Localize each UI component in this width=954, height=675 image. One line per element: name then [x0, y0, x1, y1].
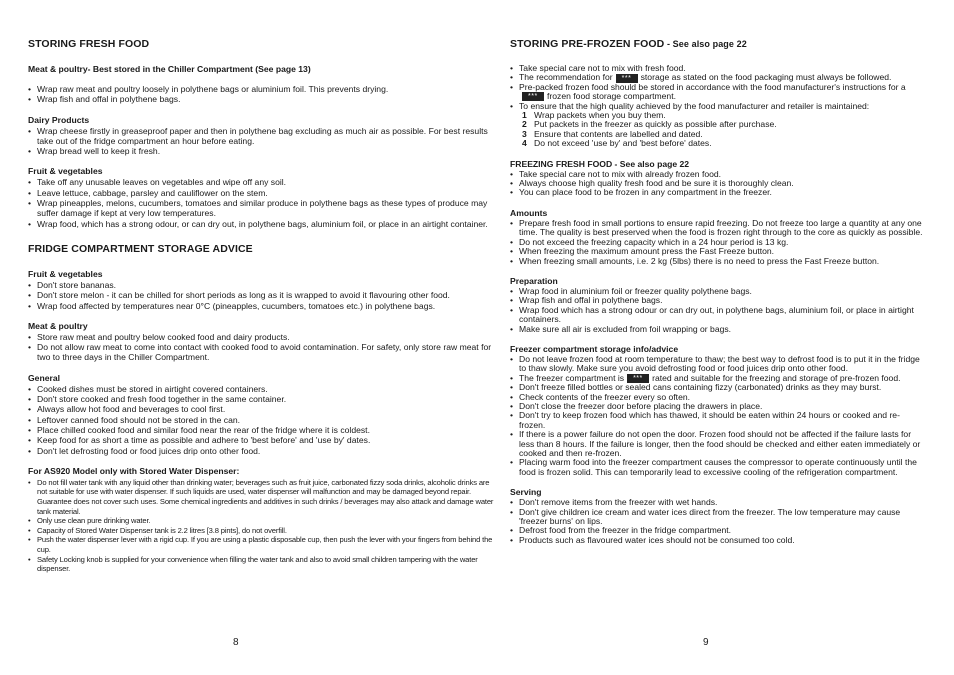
- dispenser-heading: For AS920 Model only with Stored Water Dispenser:: [28, 465, 240, 476]
- general-list: [28, 384, 495, 456]
- pre-frozen-title-sub: - See also page 22: [664, 39, 747, 49]
- pre-frozen-list: [510, 64, 924, 111]
- fruit-heading: Fruit & vegetables: [28, 166, 103, 177]
- section-title-pre-frozen: [510, 38, 924, 50]
- advice-fruit-heading: Fruit & vegetables: [28, 268, 103, 279]
- list-item: • Don't let defrosting food or food juices drip onto other food.: [28, 446, 495, 456]
- list-item: • You can place food to be frozen in any compartment in the freezer.: [510, 188, 924, 197]
- list-item: • Wrap fish and offal in polythene bags.: [28, 94, 495, 104]
- list-item: • The recommendation for*** storage as stated on the food packaging must always be followed.: [510, 73, 924, 82]
- list-item: • Take special care not to mix with fresh food.: [510, 64, 924, 73]
- list-item: • Always allow hot food and beverages to cool first.: [28, 404, 495, 414]
- list-item: • Don't store melon - it can be chilled for short periods as long as it is wrapped to avoid it flavouring other food.: [28, 290, 495, 300]
- list-item: • Prepare fresh food in small portions to ensure rapid freezing. Do not freeze too large a quantity at any one time. The quality is best preserved when the food is frozen right through to the core as quickly as possible.: [510, 219, 924, 238]
- list-item: • Make sure all air is excluded from foil wrapping or bags.: [510, 325, 924, 334]
- list-item: • Wrap fish and offal in polythene bags.: [510, 296, 924, 305]
- list-item: • Capacity of Stored Water Dispenser tank is 2.2 litres [3.8 pints], do not overfill.: [28, 526, 495, 536]
- steps-list: [510, 111, 924, 149]
- freezing-list: [510, 170, 924, 198]
- list-item: • Leave lettuce, cabbage, parsley and cauliflower on the stem.: [28, 188, 495, 198]
- list-item: • Don't store cooked and fresh food together in the same container.: [28, 394, 495, 404]
- right-page: [510, 38, 924, 545]
- meat-list: [28, 84, 495, 105]
- list-item: • Don't try to keep frozen food which has thawed, it should be eaten within 24 hours or cooked and re-frozen.: [510, 411, 924, 430]
- list-item: • Place chilled cooked food and similar food near the rear of the fridge where it is coldest.: [28, 425, 495, 435]
- amounts-heading: Amounts: [510, 207, 548, 218]
- list-item: • Wrap food, which has a strong odour, or can dry out, in polythene bags, aluminium foil, or place in an airtight container.: [28, 219, 495, 229]
- advice-meat-heading: Meat & poultry: [28, 320, 88, 331]
- list-item: • Wrap raw meat and poultry loosely in polythene bags or aluminium foil. This prevents drying.: [28, 84, 495, 94]
- dairy-list: [28, 126, 495, 157]
- advice-fruit-list: [28, 280, 495, 311]
- meat-heading: Meat & poultry- Best stored in the Chiller Compartment (See page 13): [28, 64, 311, 74]
- list-item: • Don't close the freezer door before placing the drawers in place.: [510, 402, 924, 411]
- list-item: • When freezing the maximum amount press the Fast Freeze button.: [510, 247, 924, 256]
- list-item: • Always choose high quality fresh food and be sure it is thoroughly clean.: [510, 179, 924, 188]
- list-item: • Wrap food affected by temperatures near 0°C (pineapples, cucumbers, tomatoes etc.) in polythene bags.: [28, 301, 495, 311]
- step-item: 2 Put packets in the freezer as quickly as possible after purchase.: [522, 120, 924, 129]
- storage-info-list-top: [510, 355, 924, 383]
- list-item: • Placing warm food into the freezer compartment causes the compressor to operate continuously until the food is frozen solid. This can temporarily lead to excessive cooling of the refrigeration compartment.: [510, 458, 924, 477]
- section-title-fridge-advice: FRIDGE COMPARTMENT STORAGE ADVICE: [28, 242, 253, 255]
- list-item: • Store raw meat and poultry below cooked food and dairy products.: [28, 332, 495, 342]
- page-number-right: 9: [703, 637, 709, 648]
- list-item: • Safety Locking knob is supplied for your convenience when filling the water tank and also to avoid small children tampering with the water dispenser.: [28, 555, 495, 574]
- list-item: • Check contents of the freezer every so often.: [510, 393, 924, 402]
- list-item: • Do not fill water tank with any liquid other than drinking water; beverages such as fruit juice, carbonated fizzy soda drinks, alcoholic drinks are not suitable for use with water dispenser. If such liquids are used, water dispenser will malfunction and may be damaged beyond repair. Guarantee does not cover such uses. Some chemical ingredients and additives in such drinks / beverages may also attack and damage water tank material.: [28, 478, 495, 516]
- step-item: 3 Ensure that contents are labelled and dated.: [522, 130, 924, 139]
- dairy-heading: Dairy Products: [28, 114, 90, 125]
- list-item: • Pre-packed frozen food should be stored in accordance with the food manufacturer's instructions for a***frozen food storage compartment.: [510, 83, 924, 102]
- list-item: • Wrap food in aluminium foil or freezer quality polythene bags.: [510, 287, 924, 296]
- general-heading: General: [28, 372, 61, 383]
- list-item: • Don't give children ice cream and water ices direct from the freezer. The low temperature may cause 'freezer burns' on lips.: [510, 508, 924, 527]
- freezing-heading: FREEZING FRESH FOOD - See also page 22: [510, 158, 690, 169]
- left-page: [28, 38, 495, 574]
- storage-info-heading: Freezer compartment storage info/advice: [510, 343, 679, 354]
- list-item: • Take special care not to mix with already frozen food.: [510, 170, 924, 179]
- list-item: • Do not exceed the freezing capacity which in a 24 hour period is 13 kg.: [510, 238, 924, 247]
- list-item: • The freezer compartment is*** rated and suitable for the freezing and storage of pre-frozen food.: [510, 374, 924, 383]
- pre-frozen-title: STORING PRE-FROZEN FOOD: [510, 38, 665, 50]
- list-item: • Don't remove items from the freezer with wet hands.: [510, 498, 924, 507]
- dispenser-list: [28, 478, 495, 574]
- list-item: • Take off any unusable leaves on vegetables and wipe off any soil.: [28, 177, 495, 187]
- list-item: • Keep food for as short a time as possible and adhere to 'best before' and 'use by' dates.: [28, 435, 495, 445]
- storage-info-list: [510, 383, 924, 477]
- advice-meat-list: [28, 332, 495, 363]
- list-item: • Wrap pineapples, melons, cucumbers, tomatoes and similar produce in polythene bags as these types of produce may suffer damage if kept at very low temperatures.: [28, 198, 495, 219]
- amounts-list: [510, 219, 924, 266]
- list-item: • Only use clean pure drinking water.: [28, 516, 495, 526]
- preparation-list: [510, 287, 924, 334]
- list-item: • Leftover canned food should not be stored in the can.: [28, 415, 495, 425]
- list-item: • Wrap bread well to keep it fresh.: [28, 146, 495, 156]
- list-item: • Wrap food which has a strong odour or can dry out, in polythene bags, aluminium foil, or place in airtight containers.: [510, 306, 924, 325]
- list-item: • When freezing small amounts, i.e. 2 kg (5lbs) there is no need to press the Fast Freeze button.: [510, 257, 924, 266]
- serving-list: [510, 498, 924, 545]
- section-title-storing-fresh-food: STORING FRESH FOOD: [28, 38, 150, 50]
- list-item: • Don't freeze filled bottles or sealed cans containing fizzy (carbonated) drinks as they may burst.: [510, 383, 924, 392]
- step-item: 1 Wrap packets when you buy them.: [522, 111, 924, 120]
- fruit-list: [28, 177, 495, 228]
- step-item: 4 Do not exceed 'use by' and 'best before' dates.: [522, 139, 924, 148]
- list-item: • Do not allow raw meat to come into contact with cooked food to avoid contamination. For safety, only store raw meat for two to three days in the Chiller Compartment.: [28, 342, 495, 363]
- preparation-heading: Preparation: [510, 275, 558, 286]
- list-item: • Wrap cheese firstly in greaseproof paper and then in polythene bag excluding as much air as possible. For best results take out of the fridge compartment an hour before eating.: [28, 126, 495, 147]
- serving-heading: Serving: [510, 487, 542, 498]
- list-item: • Defrost food from the freezer in the fridge compartment.: [510, 526, 924, 535]
- list-item: • To ensure that the high quality achieved by the food manufacturer and retailer is maintained:: [510, 102, 924, 111]
- page-number-left: 8: [233, 637, 239, 648]
- list-item: • Cooked dishes must be stored in airtight covered containers.: [28, 384, 495, 394]
- list-item: • Push the water dispenser lever with a rigid cup. If you are using a plastic disposable cup, then push the lever with your fingers from behind the cup.: [28, 535, 495, 554]
- list-item: • Products such as flavoured water ices should not be consumed too cold.: [510, 536, 924, 545]
- list-item: • Do not leave frozen food at room temperature to thaw; the best way to defrost food is to put it in the fridge to thaw slowly. Make sure you avoid defrosting food or food juices drip onto other food.: [510, 355, 924, 374]
- list-item: • Don't store bananas.: [28, 280, 495, 290]
- list-item: • If there is a power failure do not open the door. Frozen food should not be affected if the failure lasts for less than 8 hours. If the failure is longer, then the food should be checked and either eaten immediately or cooked and then re-frozen.: [510, 430, 924, 458]
